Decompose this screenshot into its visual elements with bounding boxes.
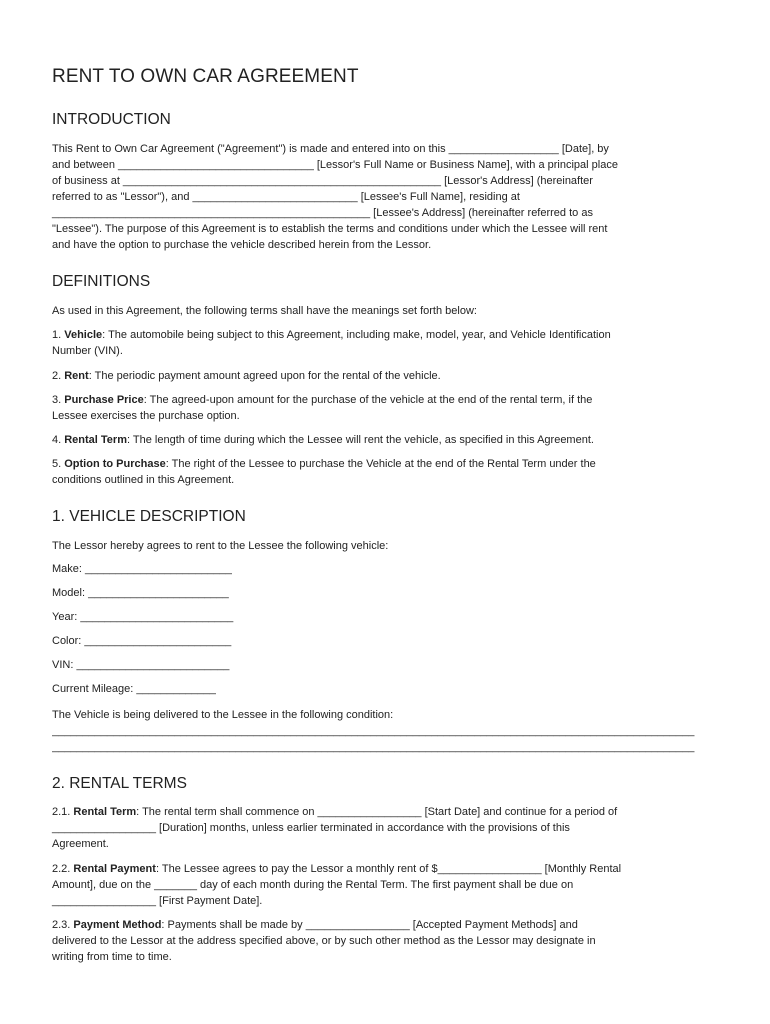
make-field: Make: ________________________ (52, 563, 232, 575)
clause-text: Agreement. (52, 838, 109, 850)
clause-text: delivered to the Lessor at the address specified above, or by such other method as the Lessor may designate in (52, 935, 596, 947)
document-title: RENT TO OWN CAR AGREEMENT (52, 66, 359, 87)
vin-field: VIN: _________________________ (52, 659, 230, 671)
definition-text: Number (VIN). (52, 345, 123, 357)
clause-term: Rental Payment (73, 863, 156, 875)
clause-text: _________________ [Duration] months, unless earlier terminated in accordance with the provisions of this (52, 822, 570, 834)
current-mileage-field: Current Mileage: _____________ (52, 683, 216, 695)
year-field: Year: _________________________ (52, 611, 234, 623)
definition-number: 3. (52, 394, 65, 406)
definitions-heading: DEFINITIONS (52, 273, 151, 290)
clause-number: 2.1. (52, 806, 74, 818)
clause-rental-payment (52, 861, 722, 909)
introduction-line: referred to as "Lessor"), and ___________________________ [Lessee's Full Name], residing at (52, 191, 520, 203)
definition-number: 2. (52, 370, 65, 382)
definition-item-option-to-purchase (52, 456, 722, 488)
introduction-heading: INTRODUCTION (52, 111, 171, 128)
definition-term: Vehicle (64, 329, 103, 341)
clause-term: Rental Term (73, 806, 137, 818)
definition-text: : The agreed-upon amount for the purchase of the vehicle at the end of the rental term, if the (143, 394, 593, 406)
condition-blank-lines (52, 723, 720, 755)
vehicle-description-heading: 1. VEHICLE DESCRIPTION (52, 508, 246, 525)
definition-item-vehicle (52, 327, 722, 359)
clause-text: Amount], due on the _______ day of each month during the Rental Term. The first payment shall be due on (52, 879, 574, 891)
definition-item-purchase-price (52, 392, 722, 424)
definition-text: conditions outlined in this Agreement. (52, 474, 235, 486)
condition-blank-line: _________________________________________________________________________________________________________ (52, 741, 695, 753)
definition-text: : The right of the Lessee to purchase the Vehicle at the end of the Rental Term under the (165, 458, 596, 470)
condition-blank-line: _________________________________________________________________________________________________________ (52, 725, 695, 737)
definition-term: Purchase Price (64, 394, 144, 406)
vehicle-description-intro: The Lessor hereby agrees to rent to the Lessee the following vehicle: (52, 540, 389, 552)
clause-text: : Payments shall be made by _________________ [Accepted Payment Methods] and (161, 919, 578, 931)
clause-number: 2.2. (52, 863, 74, 875)
clause-number: 2.3. (52, 919, 74, 931)
clause-text: _________________ [First Payment Date]. (52, 895, 263, 907)
clause-rental-term (52, 804, 722, 852)
clause-text: : The Lessee agrees to pay the Lessor a monthly rent of $_________________ [Monthly Rental (155, 863, 622, 875)
introduction-line: and have the option to purchase the vehicle described herein from the Lessor. (52, 239, 432, 251)
clause-term: Payment Method (73, 919, 162, 931)
definition-item-rental-term (52, 432, 722, 448)
introduction-line: of business at ____________________________________________________ [Lessor's Address] (hereinafter (52, 175, 593, 187)
introduction-line: and between ________________________________ [Lessor's Full Name or Business Name], with a principal place (52, 159, 618, 171)
rental-terms-heading: 2. RENTAL TERMS (52, 775, 187, 792)
condition-label: The Vehicle is being delivered to the Lessee in the following condition: (52, 709, 394, 721)
definition-term: Rental Term (64, 434, 127, 446)
definitions-intro: As used in this Agreement, the following terms shall have the meanings set forth below: (52, 305, 477, 317)
definition-number: 1. (52, 329, 65, 341)
definition-text: : The automobile being subject to this Agreement, including make, model, year, and Vehicle Identification (102, 329, 611, 341)
definition-term: Rent (64, 370, 89, 382)
color-field: Color: ________________________ (52, 635, 232, 647)
definition-number: 5. (52, 458, 65, 470)
definition-item-rent (52, 368, 722, 384)
clause-text: : The rental term shall commence on _________________ [Start Date] and continue for a period of (136, 806, 618, 818)
definition-text: : The periodic payment amount agreed upon for the rental of the vehicle. (88, 370, 441, 382)
introduction-line: "Lessee"). The purpose of this Agreement is to establish the terms and conditions under which the Lessee will rent (52, 223, 608, 235)
definition-term: Option to Purchase (64, 458, 166, 470)
introduction-paragraph (52, 141, 722, 253)
model-field: Model: _______________________ (52, 587, 229, 599)
introduction-line: ____________________________________________________ [Lessee's Address] (hereinafter referred to as (52, 207, 593, 219)
clause-payment-method (52, 917, 722, 965)
clause-text: writing from time to time. (52, 951, 172, 963)
definition-text: Lessee exercises the purchase option. (52, 410, 240, 422)
definition-number: 4. (52, 434, 65, 446)
definition-text: : The length of time during which the Lessee will rent the vehicle, as specified in this Agreement. (127, 434, 594, 446)
introduction-line: This Rent to Own Car Agreement ("Agreement") is made and entered into on this __________________ [Date], by (52, 143, 609, 155)
